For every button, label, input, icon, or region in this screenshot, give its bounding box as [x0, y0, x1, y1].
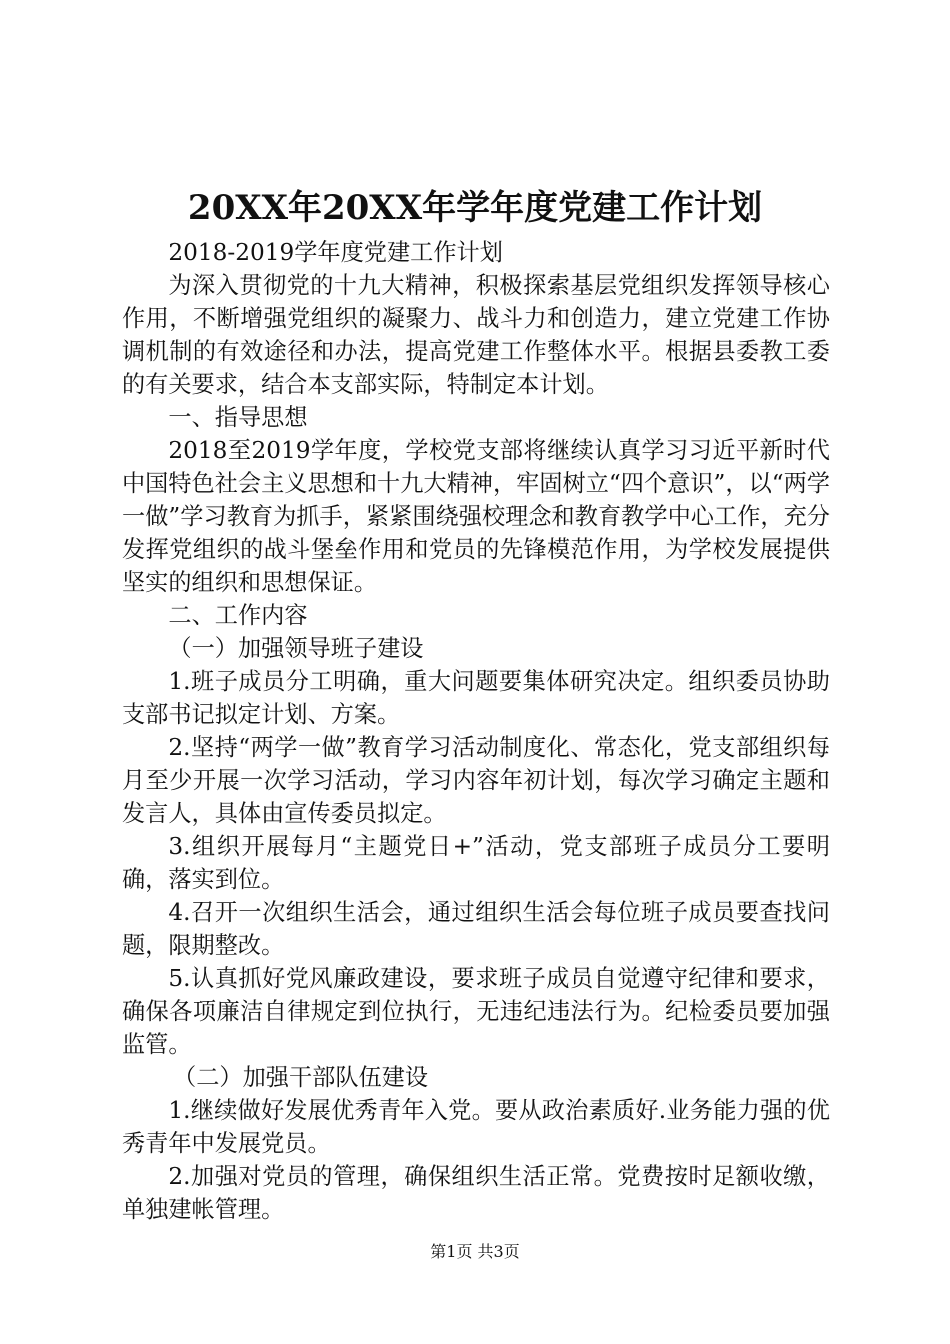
page-footer: 第1页 共3页 [430, 1242, 520, 1261]
subsection-heading: （一）加强领导班子建设 [168, 635, 424, 662]
section-heading: 二、工作内容 [168, 602, 308, 629]
list-item: 5.认真抓好党风廉政建设，要求班子成员自觉遵守纪律和要求，确保各项廉洁自律规定到位执行，无违纪违法行为。纪检委员要加强监管。 [122, 965, 830, 1058]
list-item: 4.召开一次组织生活会，通过组织生活会每位班子成员要查找问题，限期整改。 [122, 899, 830, 959]
list-item: 2.坚持“两学一做”教育学习活动制度化、常态化，党支部组织每月至少开展一次学习活动，学习内容年初计划，每次学习确定主题和发言人，具体由宣传委员拟定。 [122, 734, 830, 827]
document-title: 20XX年20XX年学年度党建工作计划 [187, 188, 763, 228]
list-item: 1.班子成员分工明确，重大问题要集体研究决定。组织委员协助支部书记拟定计划、方案。 [122, 668, 830, 728]
paragraph: 为深入贯彻党的十九大精神，积极探索基层党组织发挥领导核心作用，不断增强党组织的凝聚力、战斗力和创造力，建立党建工作协调机制的有效途径和办法，提高党建工作整体水平。根据县委教工委的有关要求，结合本支部实际，特制定本计划。 [122, 272, 830, 398]
subsection-heading: （二）加强干部队伍建设 [173, 1064, 429, 1091]
document-body [122, 236, 830, 1226]
section-heading: 一、指导思想 [168, 404, 308, 431]
paragraph: 2018至2019学年度，学校党支部将继续认真学习习近平新时代中国特色社会主义思想和十九大精神，牢固树立“四个意识”，以“两学一做”学习教育为抓手，紧紧围绕强校理念和教育教学中心工作，充分发挥党组织的战斗堡垒作用和党员的先锋模范作用，为学校发展提供坚实的组织和思想保证。 [122, 437, 830, 596]
list-item: 1.继续做好发展优秀青年入党。要从政治素质好.业务能力强的优秀青年中发展党员。 [122, 1097, 830, 1157]
paragraph: 2018-2019学年度党建工作计划 [168, 239, 503, 266]
list-item: 2.加强对党员的管理，确保组织生活正常。党费按时足额收缴，单独建帐管理。 [122, 1163, 830, 1223]
list-item: 3.组织开展每月“主题党日+”活动，党支部班子成员分工要明确，落实到位。 [122, 833, 830, 893]
